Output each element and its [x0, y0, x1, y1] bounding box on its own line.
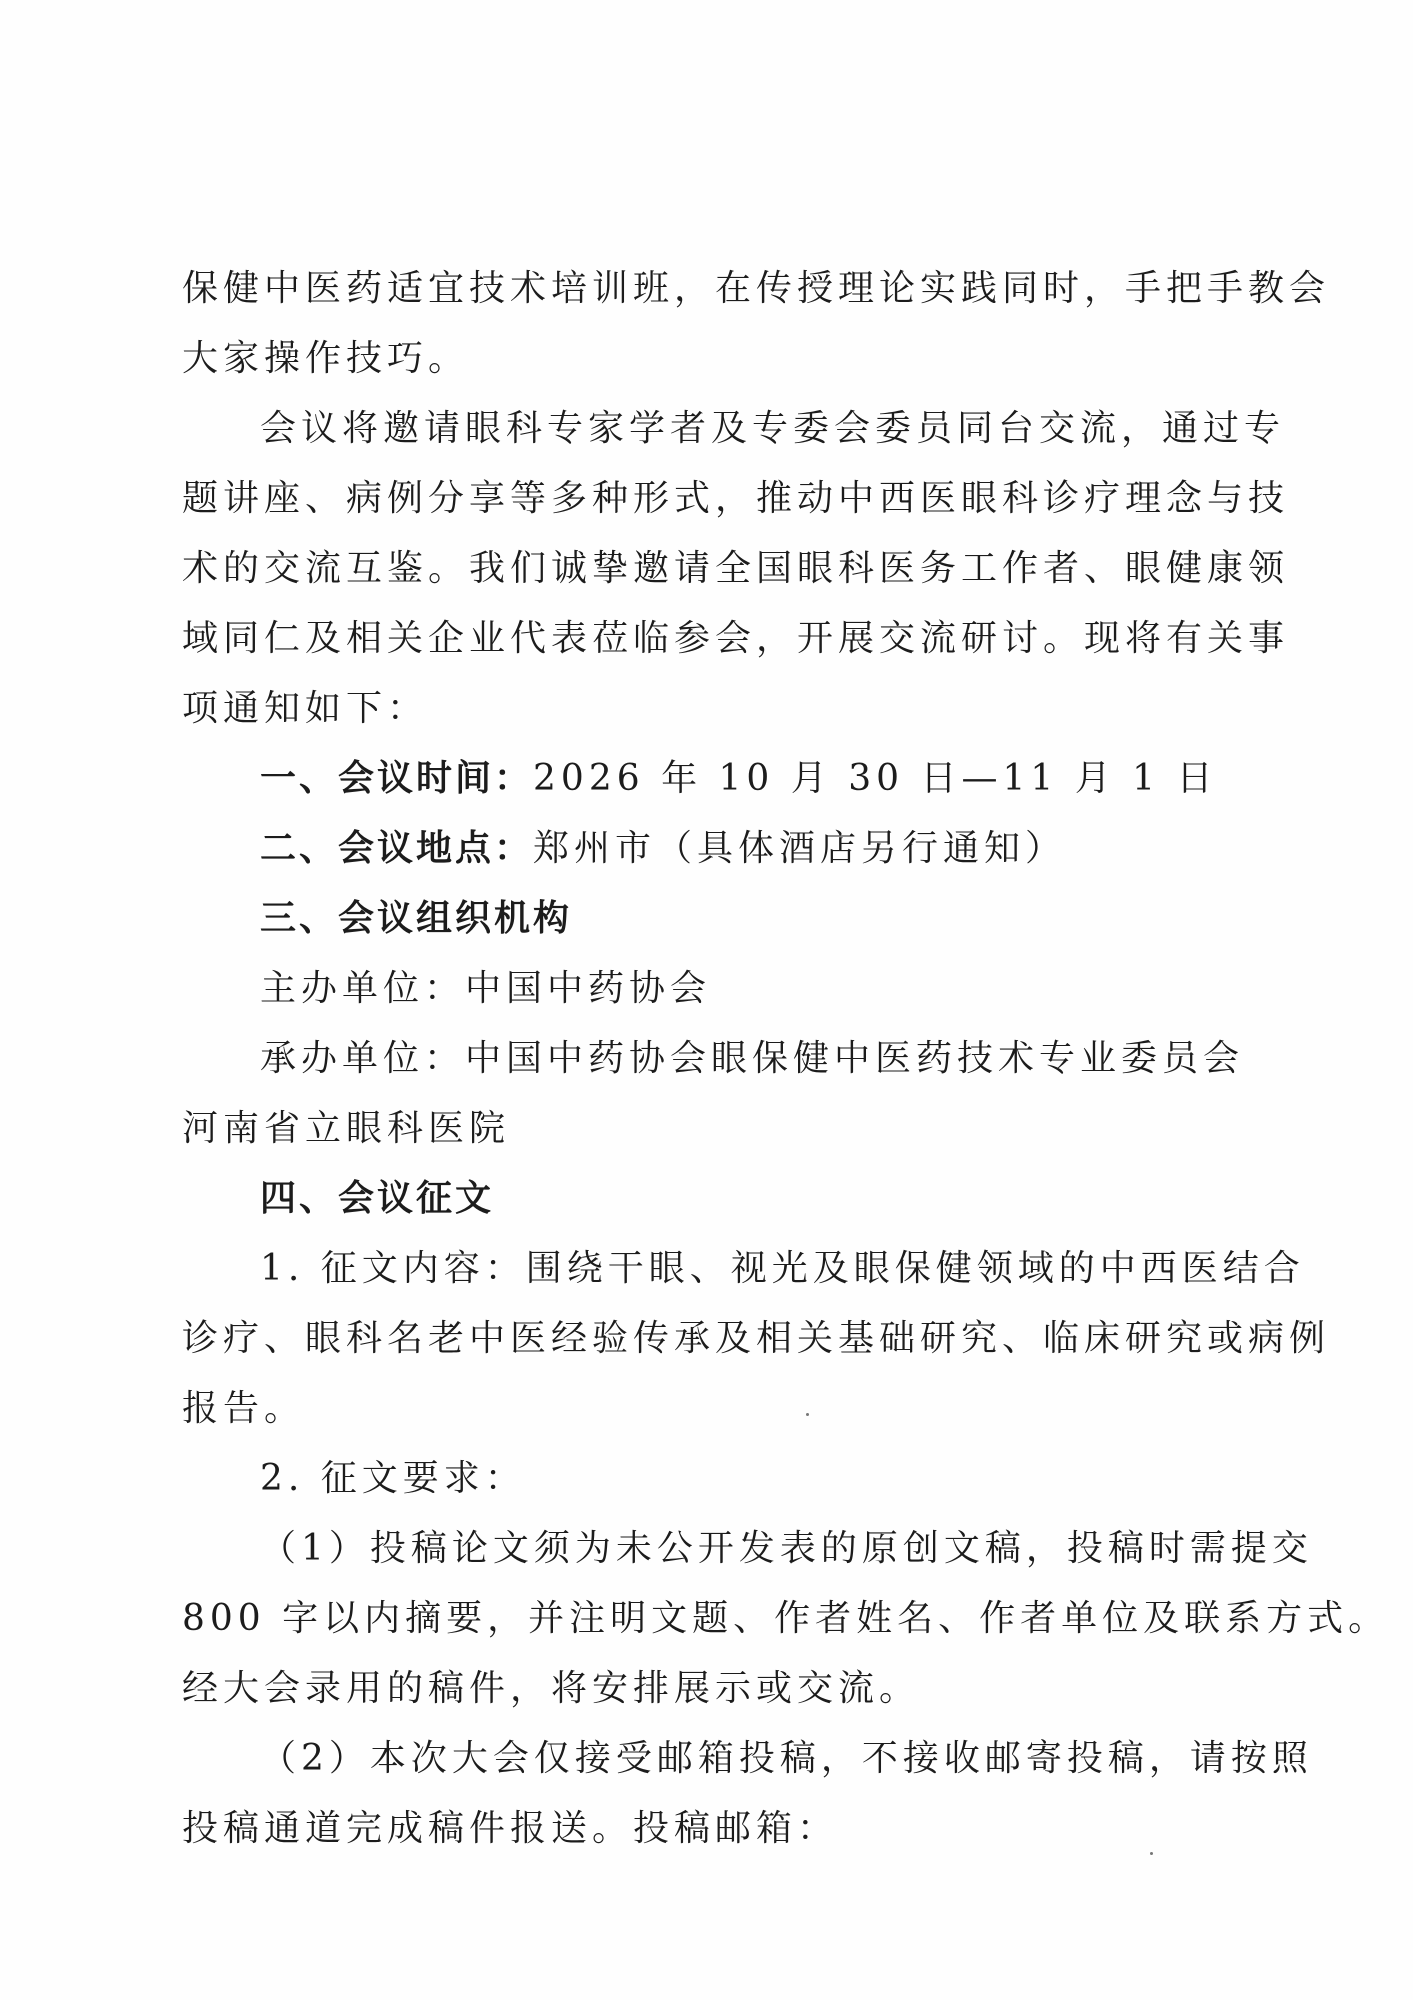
text-line: （2）本次大会仅接受邮箱投稿，不接收邮寄投稿，请按照	[260, 1738, 1313, 1779]
document-body	[182, 254, 1390, 1864]
text-line: 保健中医药适宜技术培训班，在传授理论实践同时，手把手教会	[182, 268, 1331, 309]
scan-speck	[1150, 1852, 1153, 1855]
section-heading-label: 二、会议地点：	[260, 828, 534, 869]
text-line: 经大会录用的稿件，将安排展示或交流。	[182, 1668, 921, 1709]
text-line: 项通知如下：	[182, 688, 429, 729]
text-line: 大家操作技巧。	[182, 338, 470, 379]
text-line: 投稿通道完成稿件报送。投稿邮箱：	[182, 1808, 839, 1849]
section-value: 郑州市（具体酒店另行通知）	[533, 828, 1067, 869]
text-line: 报告。	[182, 1388, 306, 1429]
text-line: 题讲座、病例分享等多种形式，推动中西医眼科诊疗理念与技	[182, 478, 1290, 519]
section-heading-label: 一、会议时间：	[260, 758, 534, 799]
text-line: 800 字以内摘要，并注明文题、作者姓名、作者单位及联系方式。	[182, 1598, 1390, 1639]
scan-speck	[806, 1413, 809, 1416]
text-line: 术的交流互鉴。我们诚挚邀请全国眼科医务工作者、眼健康领	[182, 548, 1290, 589]
text-line: 诊疗、眼科名老中医经验传承及相关基础研究、临床研究或病例	[182, 1318, 1331, 1359]
section-value: 2026 年 10 月 30 日—11 月 1 日	[533, 758, 1218, 799]
text-line: （1）投稿论文须为未公开发表的原创文稿，投稿时需提交	[260, 1528, 1313, 1569]
section-heading: 四、会议征文	[260, 1178, 495, 1219]
text-line	[182, 744, 1232, 814]
text-line: 域同仁及相关企业代表莅临参会，开展交流研讨。现将有关事	[182, 618, 1290, 659]
text-line: 1. 征文内容：围绕干眼、视光及眼保健领域的中西医结合	[260, 1248, 1305, 1289]
text-line: 2. 征文要求：	[260, 1458, 526, 1499]
text-line	[182, 814, 1232, 884]
text-line: 承办单位：中国中药协会眼保健中医药技术专业委员会	[260, 1038, 1245, 1079]
text-line: 主办单位：中国中药协会	[260, 968, 712, 1009]
text-line: 河南省立眼科医院	[182, 1108, 511, 1149]
section-heading: 三、会议组织机构	[260, 898, 573, 939]
text-line: 会议将邀请眼科专家学者及专委会委员同台交流，通过专	[260, 408, 1286, 449]
